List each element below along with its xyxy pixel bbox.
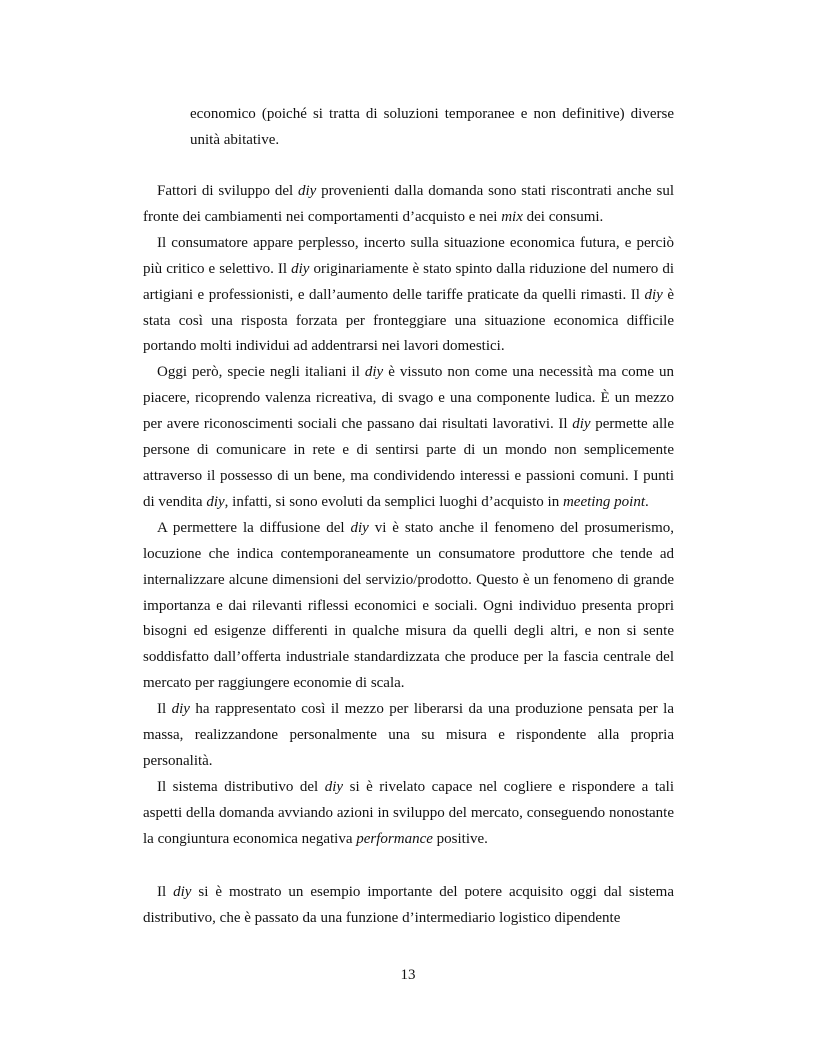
paragraph-prosumerism: A permettere la diffusione del diy vi è stato anche il fenomeno del prosumerismo, locuzione che indica contemporaneamente un consumatore produttore che tende ad internalizzare alcune dimensioni del servizio/prodotto. Questo è un fenomeno di grande importanza e dai rilevanti riflessi economici e sociali. Ogni individuo presenta propri bisogni ed esigenze differenti in qualche misura da quelli degli altri, e non si sente soddisfatto dall’offerta industriale standardizzata che produce per la fascia centrale del mercato per raggiungere economie di scala.: [143, 519, 675, 692]
paragraph-distribution-power: Il diy si è mostrato un esempio importante del potere acquisito oggi dal sistema distributivo, che è passato da una funzione d’intermediario logistico dipendente: [143, 884, 674, 926]
indented-quote-block: [190, 102, 674, 154]
paragraph-consumer: Il consumatore appare perplesso, incerto sulla situazione economica futura, e perciò più critico e selettivo. Il diy originariamente è stato spinto dalla riduzione del numero di artigiani e professionisti, e dall’aumento delle tariffe praticate da quelli rimasti. Il diy è stata così una risposta forzata per fronteggiare una situazione economica difficile portando molti individui ad addentrarsi nei lavori domestici.: [143, 234, 674, 355]
page-number: 13: [400, 967, 416, 983]
paragraph-mass-production: Il diy ha rappresentato così il mezzo per liberarsi da una produzione pensata per la massa, realizzandone personalmente una su misura e rispondente alla propria personalità.: [143, 701, 674, 769]
body-text-block: [143, 179, 674, 853]
body-text-block-continued: [143, 880, 674, 932]
paragraph-today: Oggi però, specie negli italiani il diy è vissuto non come una necessità ma come un piacere, ricoprendo valenza ricreativa, di svago e una componente ludica. È un mezzo per avere riconoscimenti sociali che passano dai risultati lavorativi. Il diy permette alle persone di comunicare in rete e di sentirsi parte di un mondo non semplicemente attraverso il possesso di un bene, ma condividendo interessi e passioni comuni. I punti di vendita diy, infatti, si sono evoluti da semplici luoghi d’acquisto in meeting point.: [143, 364, 674, 510]
paragraph-distribution-system: Il sistema distributivo del diy si è rivelato capace nel cogliere e rispondere a tali aspetti della domanda avviando azioni in sviluppo del mercato, conseguendo nonostante la congiuntura economica negativa performance positive.: [143, 778, 674, 847]
quote-text: economico (poiché si tratta di soluzioni temporanee e non definitive) diverse unità abitative.: [190, 106, 674, 148]
paragraph-growth-factors: Fattori di sviluppo del diy provenienti dalla domanda sono stati riscontrati anche sul fronte dei cambiamenti nei comportamenti d’acquisto e nei mix dei consumi.: [143, 183, 674, 225]
